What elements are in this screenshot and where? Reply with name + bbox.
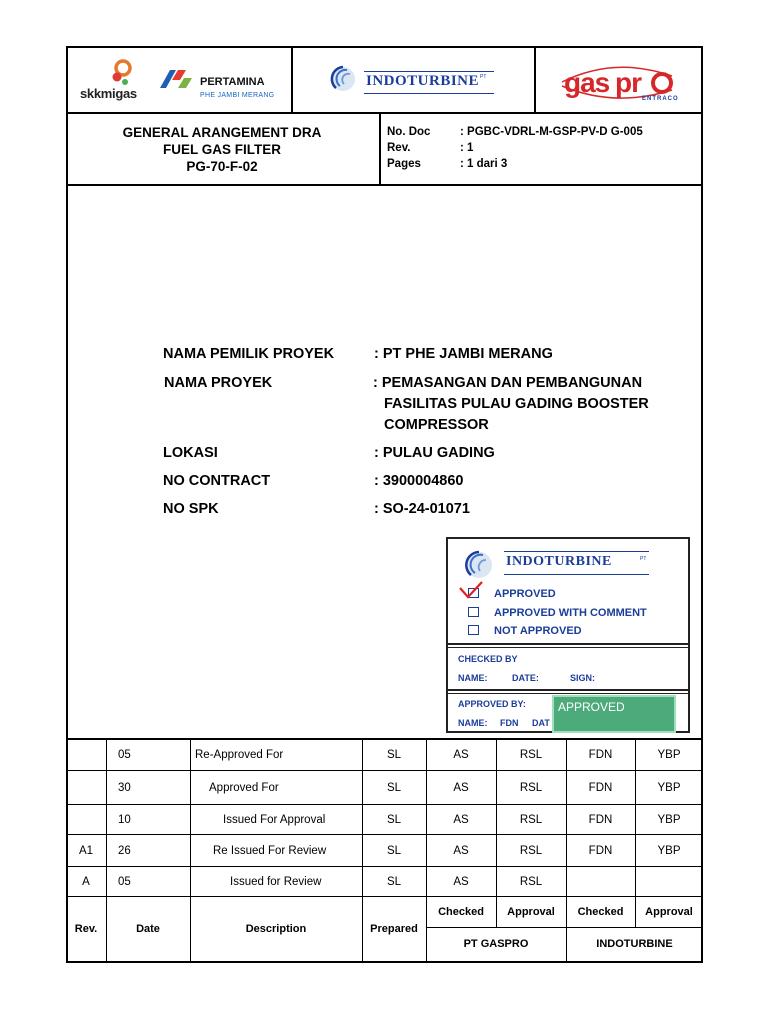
desc-cell: Approved For [209, 781, 279, 794]
approved-badge [552, 695, 676, 733]
approved-name-label: NAME: [458, 718, 488, 728]
approval-cell: RSL [519, 781, 543, 794]
header-col-divider-1 [291, 46, 293, 113]
indoturbine-swirl-icon [330, 64, 356, 94]
revision-value: : 1 [460, 142, 474, 154]
approval2-cell [635, 867, 703, 896]
checked2-cell: FDN [588, 781, 613, 794]
checked-date-label: DATE: [512, 673, 539, 683]
indoturbine-bar-top [364, 71, 494, 72]
checked-cell: AS [453, 813, 469, 826]
gaspro-subtitle: ENTRACO [642, 96, 679, 102]
title-divider [66, 184, 703, 186]
document-title [72, 124, 372, 175]
checked2-cell [566, 867, 635, 896]
option-not-approved: NOT APPROVED [494, 625, 582, 637]
header-checked: Checked [438, 906, 484, 918]
checked2-cell: FDN [588, 748, 613, 761]
approval2-cell: YBP [657, 748, 681, 761]
skkmigas-logo [80, 58, 160, 104]
prepared-cell: SL [386, 748, 402, 761]
spk-label: NO SPK [163, 501, 219, 517]
approved-by-label: APPROVED BY: [458, 699, 526, 709]
svg-text:gas: gas [564, 67, 610, 98]
approval2-cell: YBP [657, 813, 681, 826]
option-approved-comment: APPROVED WITH COMMENT [494, 607, 647, 619]
option-approved: APPROVED [494, 588, 556, 600]
checked-by-label: CHECKED BY [458, 654, 518, 664]
location-label: LOKASI [163, 445, 218, 461]
project-name-value-1: : PEMASANGAN DAN PEMBANGUNAN [373, 375, 643, 391]
date-cell: 05 [118, 748, 131, 761]
header-col-divider-2 [534, 46, 536, 113]
doc-number-value: : PGBC-VDRL-M-GSP-PV-D G-005 [460, 126, 643, 138]
not-approved-checkbox [468, 625, 479, 635]
contract-label: NO CONTRACT [163, 473, 271, 489]
doc-number-label: No. Doc [387, 126, 431, 138]
checked-cell: AS [453, 844, 469, 857]
prepared-cell: SL [386, 781, 402, 794]
approval-cell: RSL [519, 748, 543, 761]
skkmigas-emblem-icon [108, 58, 148, 88]
approval2-cell: YBP [657, 781, 681, 794]
checked2-cell: FDN [588, 813, 613, 826]
stamp-logo-wordmark: INDOTURBINE [506, 554, 612, 569]
rev-cell: A1 [78, 844, 94, 857]
project-name-value-2: FASILITAS PULAU GADING BOOSTER [384, 396, 649, 412]
prepared-cell: SL [386, 844, 402, 857]
stamp-divider-1b [448, 647, 688, 648]
title-line-3: PG-70-F-02 [186, 159, 258, 174]
title-line-2: FUEL GAS FILTER [163, 142, 281, 157]
approved-comment-checkbox [468, 607, 479, 617]
approved-date-partial: DAT [532, 718, 550, 728]
header-approval: Approval [507, 906, 555, 918]
date-cell: 30 [118, 781, 131, 794]
desc-cell: Re Issued For Review [213, 844, 327, 857]
skkmigas-wordmark: skkmigas [80, 86, 137, 101]
indoturbine-bar-bottom [364, 93, 494, 94]
title-col-divider [379, 112, 381, 185]
document-info [387, 124, 697, 172]
rev-cell [66, 771, 106, 804]
stamp-logo-pt-mark: PT [640, 556, 647, 562]
prepared-cell: SL [386, 875, 402, 888]
title-line-1: GENERAL ARANGEMENT DRA [122, 125, 322, 140]
pages-value: : 1 dari 3 [460, 158, 508, 170]
header-company-gaspro: PT GASPRO [463, 938, 529, 950]
stamp-logo-bar-top [504, 551, 649, 552]
owner-value: : PT PHE JAMBI MERANG [374, 346, 553, 362]
header-company-indoturbine: INDOTURBINE [596, 938, 673, 950]
desc-cell: Issued For Approval [223, 813, 326, 826]
project-name-label: NAMA PROYEK [164, 375, 273, 391]
header-date: Date [136, 922, 160, 935]
indoturbine-logo [330, 64, 510, 104]
approval-cell: RSL [519, 875, 543, 888]
approved-badge-text: APPROVED [558, 700, 625, 714]
rev-cell: A [82, 875, 90, 888]
pertamina-logo [158, 66, 283, 106]
pertamina-name: PERTAMINA [200, 76, 265, 88]
pertamina-subtitle: PHE JAMBI MERANG [200, 92, 275, 99]
approval2-cell: YBP [657, 844, 681, 857]
contract-value: : 3900004860 [374, 473, 464, 489]
checked-cell: AS [453, 781, 469, 794]
pages-label: Pages [387, 158, 421, 170]
project-name-value-3: COMPRESSOR [384, 417, 489, 433]
indoturbine-pt-mark: PT [480, 74, 487, 80]
date-cell: 10 [118, 813, 131, 826]
stamp-divider-1 [448, 643, 688, 645]
approved-checkmark-icon [458, 580, 484, 600]
prepared-cell: SL [386, 813, 402, 826]
desc-cell: Re-Approved For [195, 748, 284, 761]
svg-text:pr: pr [615, 67, 641, 98]
header-checked-2: Checked [577, 906, 624, 918]
stamp-logo-bar-bottom [504, 574, 649, 575]
header-rev: Rev. [74, 922, 98, 935]
checked2-cell: FDN [588, 844, 613, 857]
indoturbine-wordmark: INDOTURBINE [366, 73, 480, 89]
header-description: Description [245, 922, 307, 935]
stamp-indoturbine-swirl-icon [464, 549, 494, 581]
checked-cell: AS [453, 875, 469, 888]
approval-stamp [446, 537, 690, 733]
header-approval-2: Approval [645, 906, 693, 918]
revision-label: Rev. [387, 142, 411, 154]
checked-cell: AS [453, 748, 469, 761]
approval-cell: RSL [519, 844, 543, 857]
stamp-divider-2 [448, 689, 688, 691]
stamp-divider-2b [448, 693, 688, 694]
approval-cell: RSL [519, 813, 543, 826]
table-row [66, 739, 106, 770]
pertamina-emblem-icon [158, 66, 196, 92]
date-cell: 26 [118, 844, 131, 857]
checked-sign-label: SIGN: [570, 673, 596, 683]
date-cell: 05 [118, 875, 131, 888]
desc-cell: Issued for Review [230, 875, 322, 888]
header-prepared: Prepared [370, 922, 418, 935]
location-value: : PULAU GADING [374, 445, 495, 461]
owner-label: NAMA PEMILIK PROYEK [163, 346, 335, 362]
rev-cell [66, 805, 106, 834]
checked-name-label: NAME: [458, 673, 488, 683]
spk-value: : SO-24-01071 [374, 501, 470, 517]
gaspro-logo [560, 62, 680, 106]
header-divider [66, 112, 703, 114]
approved-name-value: FDN [500, 718, 519, 728]
